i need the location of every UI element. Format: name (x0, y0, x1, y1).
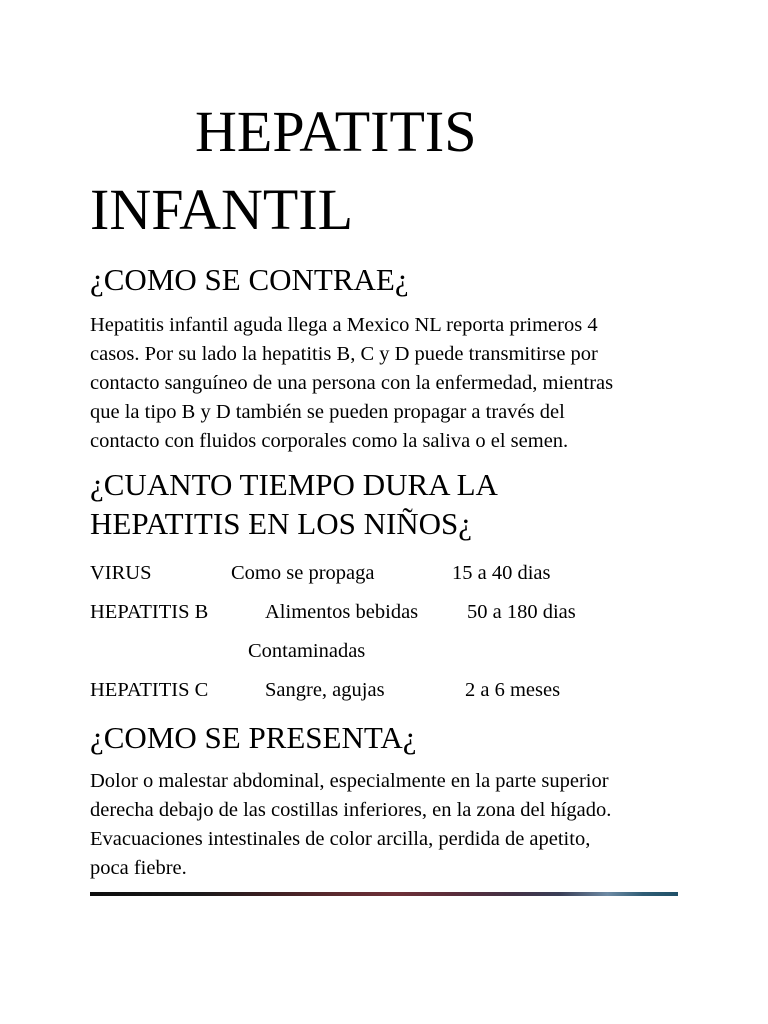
cell-virus: HEPATITIS B (90, 601, 209, 623)
table-row-hepatitis-b-continued (90, 638, 690, 664)
cell-propagation: Alimentos bebidas (265, 601, 419, 623)
paragraph-line: Evacuaciones intestinales de color arcilla, perdida de apetito, (90, 828, 591, 850)
paragraph-line: contacto con fluidos corporales como la saliva o el semen. (90, 430, 569, 452)
paragraph-line: casos. Por su lado la hepatitis B, C y D puede transmitirse por (90, 343, 598, 365)
paragraph-line: Dolor o malestar abdominal, especialmente en la parte superior (90, 770, 609, 792)
cell-duration: 15 a 40 dias (452, 562, 551, 584)
table-row-hepatitis-c (90, 677, 690, 703)
cell-propagation: Como se propaga (231, 562, 375, 584)
paragraph-line: contacto sanguíneo de una persona con la enfermedad, mientras (90, 372, 614, 394)
title-line-1: HEPATITIS (195, 99, 477, 164)
paragraph-presenta (90, 767, 680, 883)
cell-propagation: Sangre, agujas (265, 679, 385, 701)
table-row-header (90, 560, 690, 586)
table-row-hepatitis-b (90, 599, 690, 625)
cell-propagation: Contaminadas (248, 640, 366, 662)
paragraph-line: poca fiebre. (90, 857, 187, 879)
cell-duration: 2 a 6 meses (465, 679, 561, 701)
cell-virus: VIRUS (90, 562, 152, 584)
section-heading-presenta: ¿COMO SE PRESENTA¿ (90, 720, 417, 755)
cell-virus: HEPATITIS C (90, 679, 209, 701)
gradient-divider (90, 892, 678, 896)
title-line-2: INFANTIL (90, 177, 354, 242)
section-heading-duracion-line-2: HEPATITIS EN LOS NIÑOS¿ (90, 506, 473, 541)
section-heading-contrae: ¿COMO SE CONTRAE¿ (90, 262, 409, 297)
paragraph-line: Hepatitis infantil aguda llega a Mexico NL reporta primeros 4 (90, 314, 598, 336)
paragraph-contrae (90, 311, 680, 456)
paragraph-line: que la tipo B y D también se pueden propagar a través del (90, 401, 565, 423)
section-heading-duracion-line-1: ¿CUANTO TIEMPO DURA LA (90, 467, 498, 502)
paragraph-line: derecha debajo de las costillas inferiores, en la zona del hígado. (90, 799, 612, 821)
cell-duration: 50 a 180 dias (467, 601, 576, 623)
